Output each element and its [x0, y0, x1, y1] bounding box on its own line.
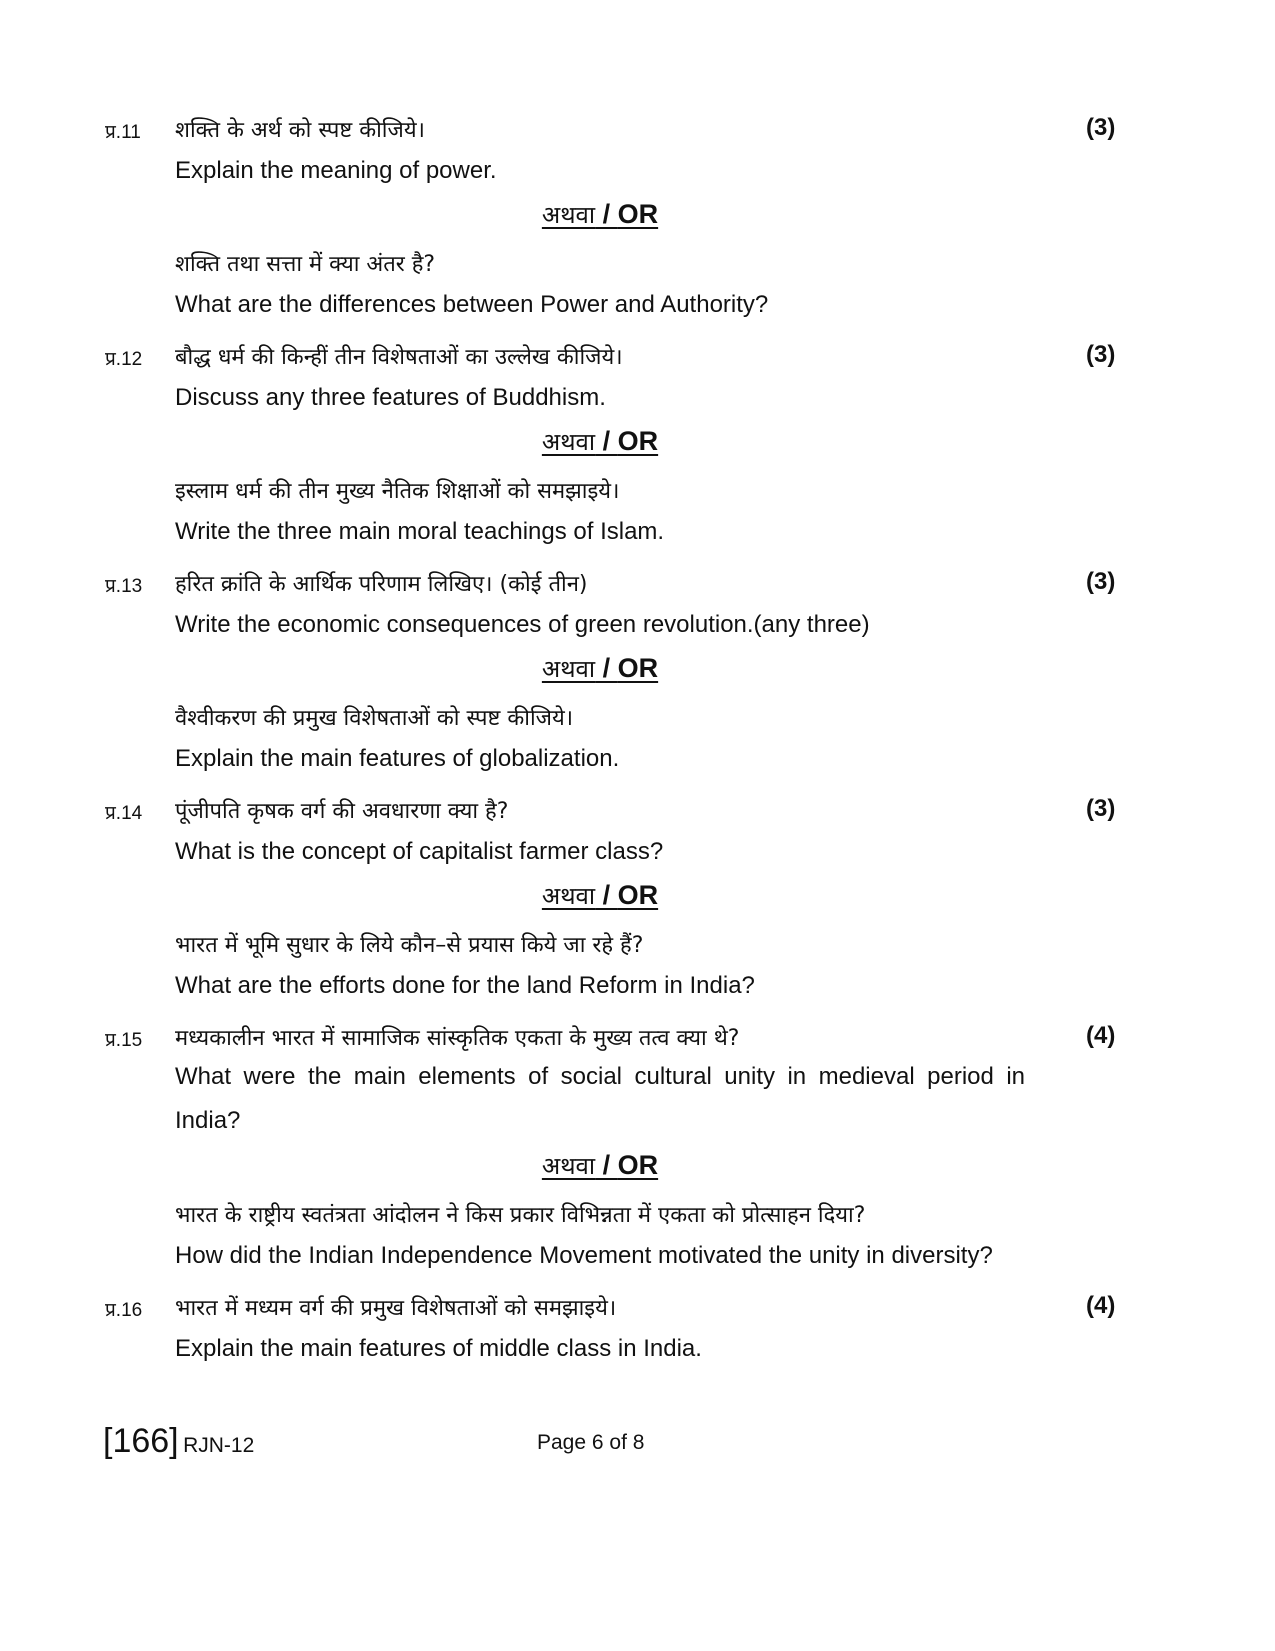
- question-text-english: Explain the main features of middle class in India.: [175, 1335, 702, 1362]
- alternate-text-english: What are the differences between Power and Authority?: [175, 291, 769, 318]
- question-text-english: What is the concept of capitalist farmer class?: [175, 838, 664, 865]
- or-divider: अथवा / OR: [541, 426, 659, 456]
- question-number: प्र.11: [105, 122, 141, 143]
- alternate-text-hindi: शक्ति तथा सत्ता में क्या अंतर है?: [175, 252, 436, 277]
- question-marks: (3): [1086, 341, 1116, 368]
- or-divider: अथवा / OR: [541, 199, 659, 229]
- question-text-hindi: पूंजीपति कृषक वर्ग की अवधारणा क्या है?: [175, 799, 509, 824]
- page-number: Page 6 of 8: [537, 1431, 645, 1454]
- paper-code-suffix: RJN-12: [183, 1434, 255, 1457]
- question-text-hindi: मध्यकालीन भारत में सामाजिक सांस्कृतिक एकता के मुख्य तत्व क्या थे?: [175, 1026, 740, 1051]
- paper-code: [103, 1422, 254, 1461]
- question-number: प्र.15: [105, 1030, 143, 1051]
- question-marks: (4): [1086, 1292, 1116, 1319]
- alternate-text-english: Write the three main moral teachings of Islam.: [175, 518, 665, 545]
- or-divider: अथवा / OR: [541, 653, 659, 683]
- question-text-english: Write the economic consequences of green revolution.(any three): [175, 611, 870, 638]
- alternate-text-hindi: भारत में भूमि सुधार के लिये कौन–से प्रयास किये जा रहे हैं?: [175, 933, 644, 958]
- question-marks: (3): [1086, 114, 1116, 141]
- question-text-hindi: शक्ति के अर्थ को स्पष्ट कीजिये।: [175, 118, 425, 143]
- question-text-english: What were the main elements of social cultural unity in medieval period in India?: [175, 1063, 1025, 1134]
- question-text-english: Discuss any three features of Buddhism.: [175, 384, 606, 411]
- question-marks: (3): [1086, 795, 1116, 822]
- question-number: प्र.16: [105, 1300, 143, 1321]
- alternate-text-hindi: वैश्वीकरण की प्रमुख विशेषताओं को स्पष्ट कीजिये।: [175, 706, 574, 731]
- question-text-hindi: हरित क्रांति के आर्थिक परिणाम लिखिए। (कोई तीन): [175, 572, 588, 597]
- question-text-hindi: बौद्ध धर्म की किन्हीं तीन विशेषताओं का उल्लेख कीजिये।: [175, 345, 623, 370]
- alternate-text-hindi: भारत के राष्ट्रीय स्वतंत्रता आंदोलन ने किस प्रकार विभिन्नता में एकता को प्रोत्साहन दिया?: [175, 1203, 866, 1228]
- question-number: प्र.12: [105, 349, 143, 370]
- alternate-text-hindi: इस्लाम धर्म की तीन मुख्य नैतिक शिक्षाओं को समझाइये।: [175, 479, 620, 504]
- question-marks: (3): [1086, 568, 1116, 595]
- question-text-english: Explain the meaning of power.: [175, 157, 497, 184]
- alternate-text-english: What are the efforts done for the land Reform in India?: [175, 972, 755, 999]
- alternate-text-english: How did the Indian Independence Movement motivated the unity in diversity?: [175, 1242, 993, 1269]
- alternate-text-english: Explain the main features of globalization.: [175, 745, 620, 772]
- or-divider: अथवा / OR: [541, 1150, 659, 1180]
- question-number: प्र.14: [105, 803, 143, 824]
- question-marks: (4): [1086, 1022, 1116, 1049]
- question-text-hindi: भारत में मध्यम वर्ग की प्रमुख विशेषताओं को समझाइये।: [175, 1296, 617, 1321]
- paper-code-number: [166]: [103, 1422, 179, 1460]
- or-divider: अथवा / OR: [541, 880, 659, 910]
- question-number: प्र.13: [105, 576, 143, 597]
